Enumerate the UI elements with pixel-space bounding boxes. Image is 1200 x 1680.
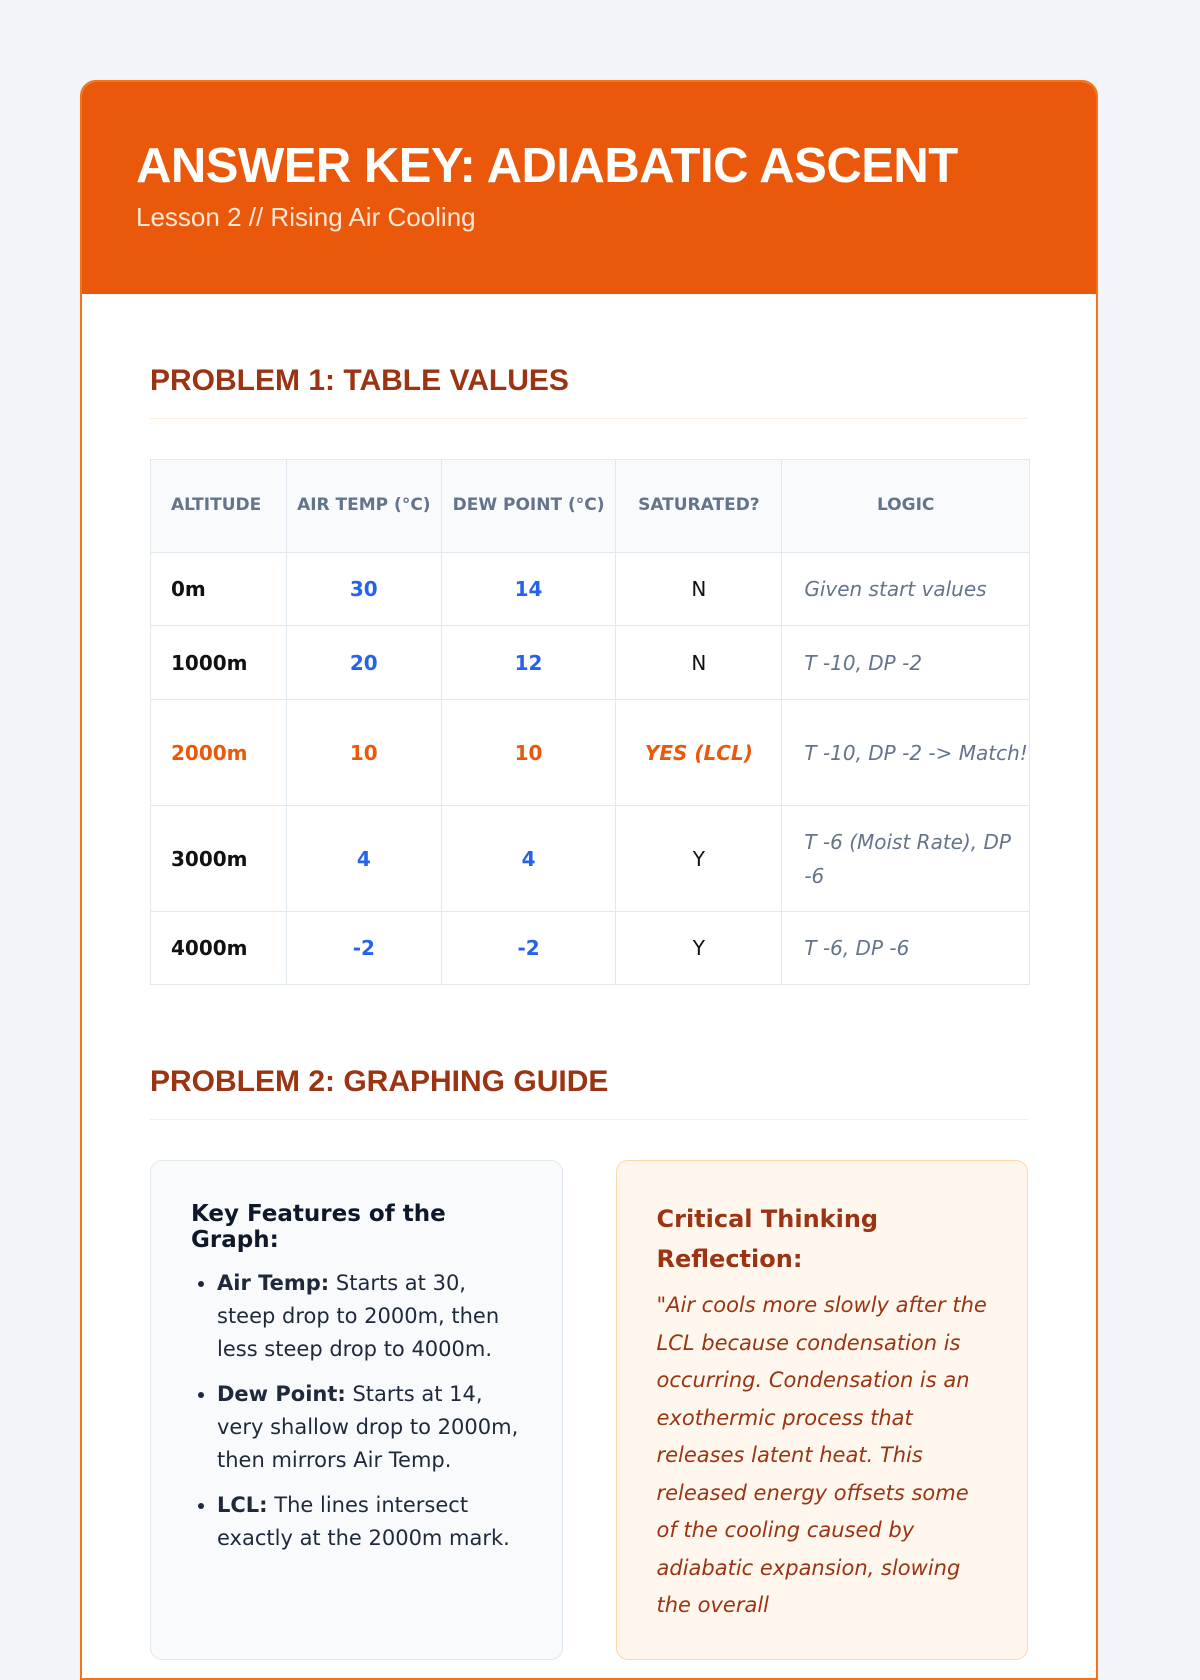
cell-logic: T -10, DP -2 -> Match! [782,700,1030,806]
feature-item [217,1378,522,1477]
answer-key-card [80,80,1098,1680]
column-header: SATURATED? [616,460,782,553]
cell-logic: T -6, DP -6 [782,912,1030,985]
feature-label: LCL: [217,1493,268,1517]
cell-saturated: YES (LCL) [616,700,782,806]
reflection-text: "Air cools more slowly after the LCL because condensation is occurring. Condensation is an exothermic process that releases latent heat. This released energy offsets some of the cooling caused by adiabatic expansion, slowing the overall [656,1293,987,1617]
feature-label: Dew Point: [217,1382,346,1406]
cell-saturated: N [616,626,782,700]
table-row [151,806,1030,912]
cell-altitude: 1000m [151,626,287,700]
page-title: ANSWER KEY: ADIABATIC ASCENT [136,139,958,193]
cell-air-temp: 20 [286,626,441,700]
table-row [151,912,1030,985]
cell-altitude: 3000m [151,806,287,912]
page-subtitle: Lesson 2 // Rising Air Cooling [136,202,476,232]
key-features-box [150,1160,563,1660]
values-table [150,459,1030,985]
cell-air-temp: 4 [286,806,441,912]
cell-logic: T -6 (Moist Rate), DP -6 [782,806,1030,912]
cell-air-temp: 10 [286,700,441,806]
column-header: DEW POINT (°C) [441,460,616,553]
column-header: ALTITUDE [151,460,287,553]
header [82,82,1096,294]
cell-logic: T -10, DP -2 [782,626,1030,700]
problem1-heading: PROBLEM 1: TABLE VALUES [150,364,1028,419]
feature-label: Air Temp: [217,1271,330,1295]
cell-saturated: Y [616,912,782,985]
table-row [151,553,1030,626]
feature-text: The lines intersect exactly at the 2000m mark. [217,1493,510,1550]
cell-altitude: 4000m [151,912,287,985]
feature-text: Starts at 30, steep drop to 2000m, then less steep drop to 4000m. [217,1271,500,1361]
cell-air-temp: -2 [286,912,441,985]
table-row [151,626,1030,700]
reflection-box [616,1160,1029,1660]
problem2-heading: PROBLEM 2: GRAPHING GUIDE [150,1065,1028,1120]
cell-dew-point: 12 [441,626,616,700]
column-header: LOGIC [782,460,1030,553]
key-features-list [191,1267,522,1555]
cell-dew-point: 4 [441,806,616,912]
cell-air-temp: 30 [286,553,441,626]
column-header: AIR TEMP (°C) [286,460,441,553]
feature-item [217,1489,522,1555]
table-row [151,700,1030,806]
key-features-title: Key Features of the Graph: [191,1201,446,1253]
cell-dew-point: 10 [441,700,616,806]
cell-dew-point: -2 [441,912,616,985]
feature-item [217,1267,522,1366]
reflection-title: Critical Thinking Reflection: [656,1205,879,1273]
feature-text: Starts at 14, very shallow drop to 2000m, then mirrors Air Temp. [217,1382,519,1472]
cell-saturated: Y [616,806,782,912]
cell-altitude: 0m [151,553,287,626]
cell-dew-point: 14 [441,553,616,626]
cell-logic: Given start values [782,553,1030,626]
cell-saturated: N [616,553,782,626]
cell-altitude: 2000m [151,700,287,806]
